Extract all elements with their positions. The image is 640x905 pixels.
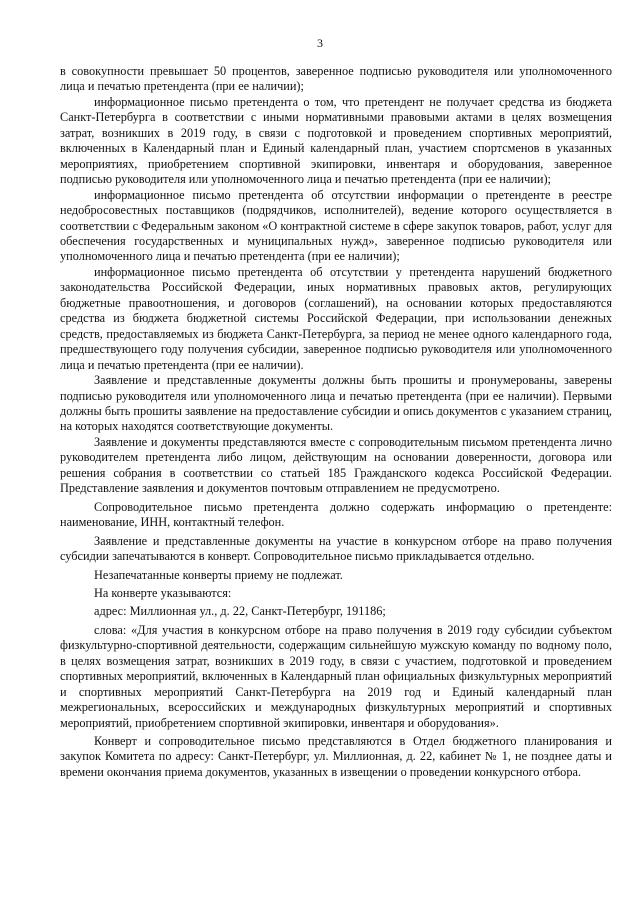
paragraph-envelope-sealing: Заявление и представленные документы на участие в конкурсном отборе на право получения субсидии запечатываются в конверт. Сопроводительное письмо прикладывается отдельно. [60, 533, 612, 564]
paragraph-unsealed-envelopes: Незапечатанные конверты приему не подлежат. [94, 567, 343, 582]
paragraph-budget-letter: информационное письмо претендента о том, что претендент не получает средства из бюджета Санкт-Петербурга в соответствии с иными нормативными правовыми актами в целях возмещения затрат, возникших в 2019 году, в связи с подготовкой и проведением спортивных мероприятий, включенных в Календарный план и Единый календарный план, участием спортсменов в указанных мероприятиях, приобретением спортивной экипировки, инвентаря и оборудования, заверенное подписью руководителя или уполномоченного лица и печатью претендента (при ее наличии); [60, 94, 612, 187]
paragraph-binding-requirements: Заявление и представленные документы должны быть прошиты и пронумерованы, заверены подписью руководителя или уполномоченного лица и печатью претендента (при ее наличии). Первыми должны быть прошиты заявление на предоставление субсидии и опись документов с указанием страниц, на которых находятся соответствующие документы. [60, 373, 612, 434]
paragraph-violations-letter: информационное письмо претендента об отсутствии у претендента нарушений бюджетного законодательства Российской Федерации, иных нормативных правовых актов, регулирующих бюджетные правоотношения, и договоров (соглашений), на основании которых предоставляются средства из бюджета бюджетной системы Российской Федерации, при использовании денежных средств, предоставляемых из бюджета Санкт-Петербурга, за период не менее одного календарного года, предшествующего году получения субсидии, заверенное подписью руководителя или уполномоченного лица и печатью претендента (при ее наличии). [60, 264, 612, 372]
paragraph-delivery-location: Конверт и сопроводительное письмо представляются в Отдел бюджетного планирования и закупок Комитета по адресу: Санкт-Петербург, ул. Миллионная, д. 22, кабинет № 1, не позднее даты и времени окончания приема документов, указанных в извещении о проведении конкурсного отбора. [60, 734, 612, 779]
paragraph-submission-method: Заявление и документы представляются вместе с сопроводительным письмом претендента лично руководителем претендента либо лицом, действующим на основании доверенности, договора или решения собрания в соответствии со статьей 185 Гражданского кодекса Российской Федерации. Представление заявления и документов почтовым отправлением не предусмотрено. [60, 434, 612, 496]
paragraph-envelope-words: слова: «Для участия в конкурсном отборе на право получения в 2019 году субсидии субъектом физкультурно-спортивной деятельности, содержащим сильнейшую мужскую команду по водному поло, в целях возмещения затрат, возникших в 2019 году, в связи с участием, подготовкой и проведением спортивных мероприятий, включенных в Календарный план официальных физкультурных мероприятий и спортивных мероприятий Санкт-Петербурга на 2019 год и Единый календарный план межрегиональных, всероссийских и международных физкультурных мероприятий и спортивных мероприятий, приобретением спортивной экипировки, инвентаря и оборудования». [60, 622, 612, 730]
paragraph-envelope-heading: На конверте указываются: [94, 585, 232, 600]
paragraph-cover-letter-content: Сопроводительное письмо претендента должно содержать информацию о претенденте: наименование, ИНН, контактный телефон. [60, 499, 612, 530]
page-number: 3 [317, 36, 323, 50]
paragraph-continuation: в совокупности превышает 50 процентов, заверенное подписью руководителя или уполномоченного лица и печатью претендента (при ее наличии); [60, 64, 612, 94]
document-body [60, 64, 612, 780]
paragraph-envelope-address: адрес: Миллионная ул., д. 22, Санкт-Петербург, 191186; [94, 604, 386, 619]
paragraph-registry-letter: информационное письмо претендента об отсутствии информации о претенденте в реестре недобросовестных поставщиков (подрядчиков, исполнителей), ведение которого осуществляется в соответствии с Федеральным законом «О контрактной системе в сфере закупок товаров, работ, услуг для обеспечения государственных и муниципальных нужд», заверенное подписью руководителя или уполномоченного лица и печатью претендента (при ее наличии); [60, 187, 612, 264]
